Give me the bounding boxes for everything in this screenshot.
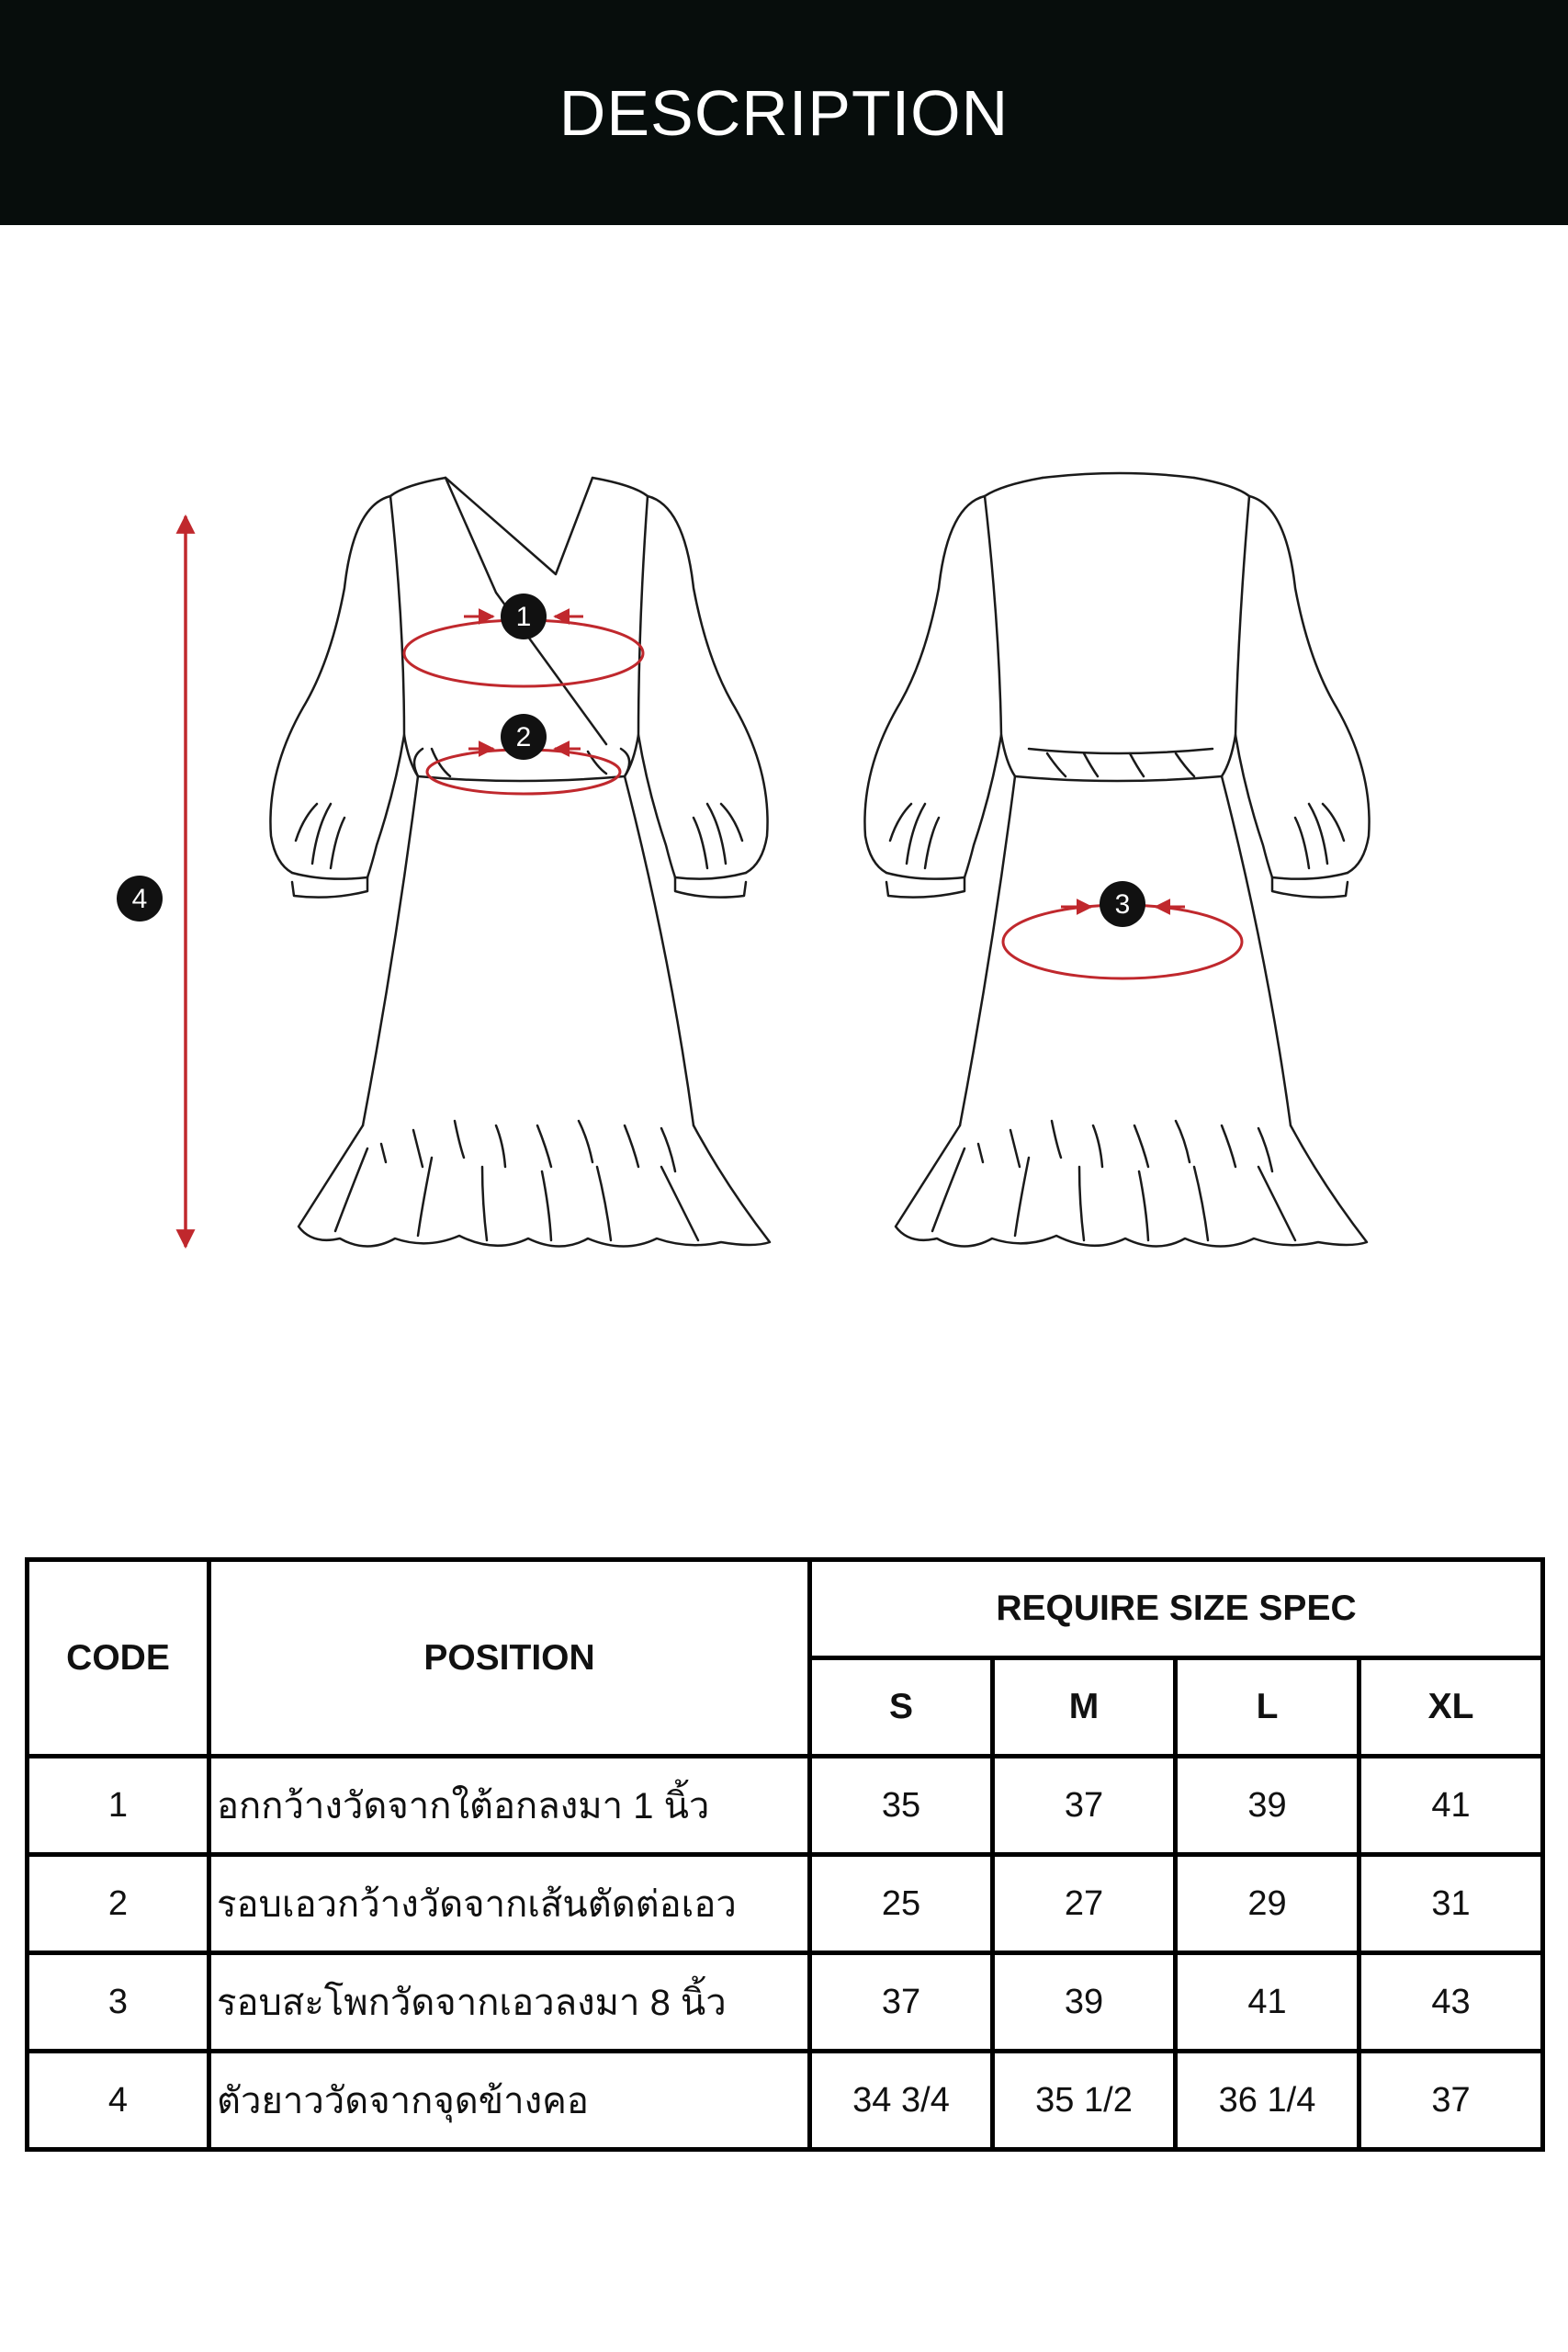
header-position: POSITION (209, 1560, 810, 1757)
marker-badge-4 (117, 876, 163, 922)
row-position: ตัวยาววัดจากจุดข้างคอ (209, 2052, 810, 2150)
table-row (28, 1855, 1543, 1953)
row-position: รอบเอวกว้างวัดจากเส้นตัดต่อเอว (209, 1855, 810, 1953)
header-size-l: L (1176, 1658, 1359, 1757)
row-value-xl: 41 (1359, 1757, 1543, 1855)
row-value-s: 25 (810, 1855, 993, 1953)
row-value-m: 37 (993, 1757, 1176, 1855)
row-value-xl: 31 (1359, 1855, 1543, 1953)
row-code: 2 (28, 1855, 209, 1953)
header-code: CODE (28, 1560, 209, 1757)
row-value-s: 35 (810, 1757, 993, 1855)
row-value-m: 27 (993, 1855, 1176, 1953)
row-value-s: 37 (810, 1953, 993, 2052)
row-code: 4 (28, 2052, 209, 2150)
dress-measurement-diagram (0, 441, 1568, 1305)
row-value-m: 39 (993, 1953, 1176, 2052)
marker-badge-2 (501, 714, 547, 760)
size-spec-table (25, 1557, 1545, 2152)
row-position: อกกว้างวัดจากใต้อกลงมา 1 นิ้ว (209, 1757, 810, 1855)
row-code: 3 (28, 1953, 209, 2052)
row-value-l: 29 (1176, 1855, 1359, 1953)
back-dress-illustration (864, 473, 1369, 1247)
row-value-m: 35 1/2 (993, 2052, 1176, 2150)
row-value-l: 41 (1176, 1953, 1359, 2052)
row-value-l: 36 1/4 (1176, 2052, 1359, 2150)
row-value-xl: 37 (1359, 2052, 1543, 2150)
row-position: รอบสะโพกวัดจากเอวลงมา 8 นิ้ว (209, 1953, 810, 2052)
marker-label-2: 2 (515, 722, 532, 752)
page-title: DESCRIPTION (558, 76, 1010, 149)
marker-label-3: 3 (1114, 889, 1131, 920)
front-dress-illustration (270, 478, 770, 1247)
header-size-m: M (993, 1658, 1176, 1757)
table-row (28, 2052, 1543, 2150)
row-value-s: 34 3/4 (810, 2052, 993, 2150)
table-row (28, 1757, 1543, 1855)
header-require-size-spec: REQUIRE SIZE SPEC (810, 1560, 1543, 1658)
table-row (28, 1953, 1543, 2052)
marker-label-4: 4 (131, 884, 148, 914)
row-value-xl: 43 (1359, 1953, 1543, 2052)
measurement-lines (186, 516, 1242, 1247)
table-header-row (28, 1560, 1543, 1658)
header-size-xl: XL (1359, 1658, 1543, 1757)
marker-badge-3 (1100, 881, 1145, 927)
header-size-s: S (810, 1658, 993, 1757)
marker-label-1: 1 (515, 602, 532, 632)
row-code: 1 (28, 1757, 209, 1855)
header-bar (0, 0, 1568, 225)
row-value-l: 39 (1176, 1757, 1359, 1855)
marker-badge-1 (501, 594, 547, 639)
